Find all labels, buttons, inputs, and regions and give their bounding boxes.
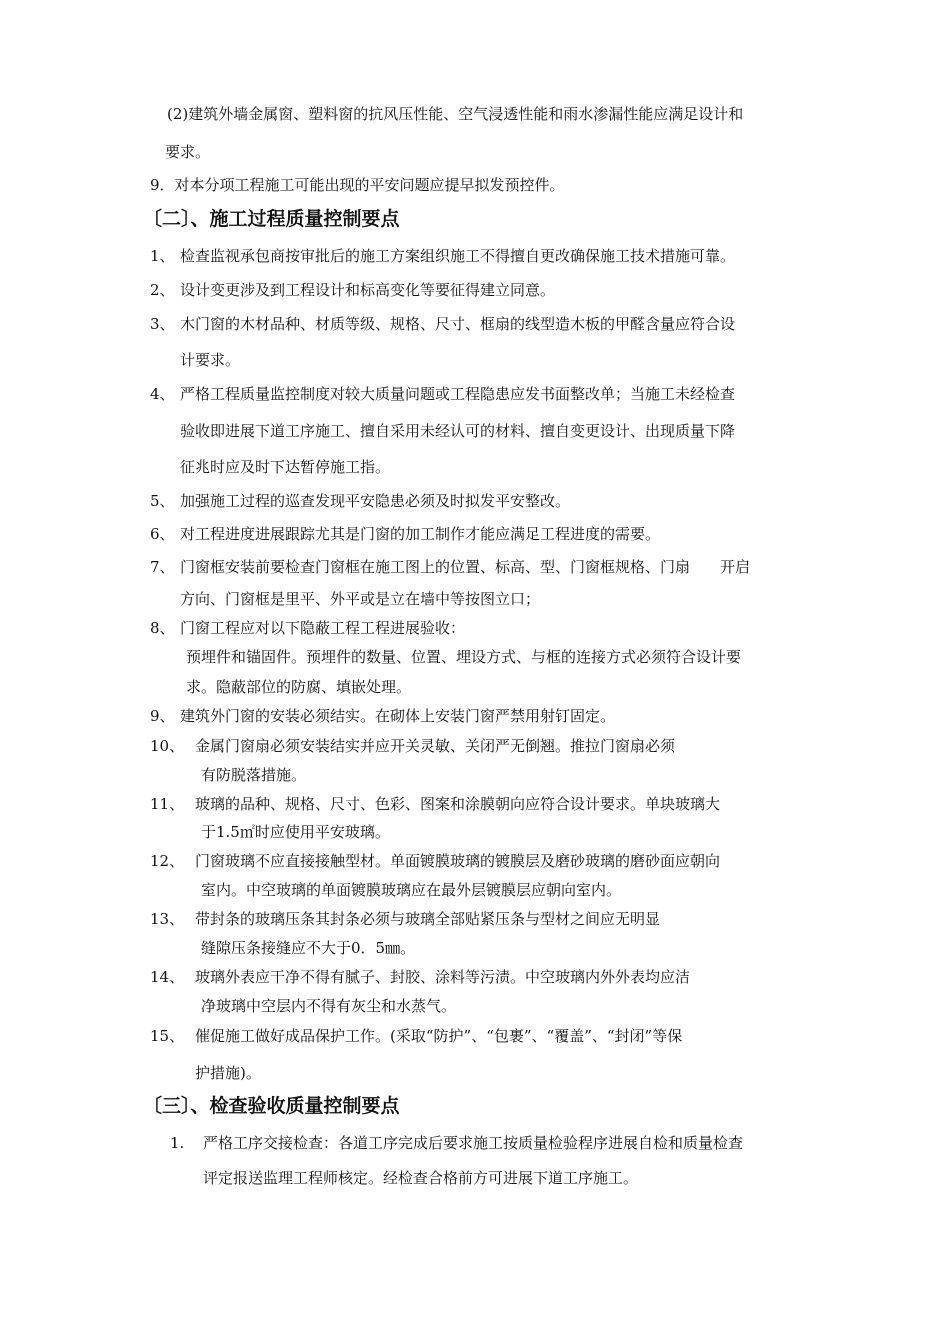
item-line: 严格工序交接检查：各道工序完成后要求施工按质量检验程序进展自检和质量检查 (203, 1134, 744, 1152)
item-line: 评定报送监理工程师核定。经检查合格前方可进展下道工序施工。 (203, 1169, 639, 1187)
item-num: 5、 (150, 492, 175, 510)
item-line: 护措施)。 (195, 1064, 261, 1082)
item-num: 15、 (150, 1027, 185, 1045)
item-line: 缝隙压条接缝应不大于0．5㎜。 (201, 939, 416, 957)
item-line: 加强施工过程的巡查发现平安隐患必须及时拟发平安整改。 (180, 492, 571, 510)
item-line: 预埋件和锚固件。预埋件的数量、位置、埋设方式、与框的连接方式必须符合设计要 (186, 648, 742, 666)
item-line: 室内。中空玻璃的单面镀膜玻璃应在最外层镀膜层应朝向室内。 (201, 881, 622, 899)
item-num: 12、 (150, 852, 185, 870)
item-num: 4、 (150, 385, 175, 403)
item-num: 11、 (150, 795, 185, 813)
item-line: 门窗工程应对以下隐蔽工程工程进展验收： (180, 619, 466, 637)
item-num: 7、 (150, 558, 175, 576)
item-line: 计要求。 (180, 351, 241, 369)
item-line: 净玻璃中空层内不得有灰尘和水蒸气。 (201, 997, 457, 1015)
item-num: 3、 (150, 315, 175, 333)
section-heading-3: 〔三〕、检查验收质量控制要点 (143, 1095, 400, 1117)
item-line: 方向、门窗框是里平、外平或是立在墙中等按图立口； (180, 590, 541, 608)
item-line: 催促施工做好成品保护工作。(采取“防护”、“包裹”、“覆盖”、“封闭”等保 (195, 1027, 683, 1045)
item-line: 求。隐蔽部位的防腐、填嵌处理。 (186, 678, 412, 696)
item-line: 征兆时应及时下达暂停施工指。 (180, 458, 391, 476)
item-9-top: 9．对本分项工程施工可能出现的平安问题应提早拟发预控件。 (150, 176, 565, 194)
item-line: 门窗框安装前要检查门窗框在施工图上的位置、标高、型、门窗框规格、门扇 开启 (180, 558, 751, 576)
item-line: 有防脱落措施。 (201, 766, 307, 784)
item-line: 设计变更涉及到工程设计和标高变化等要征得建立同意。 (180, 281, 556, 299)
item-line: 金属门窗扇必须安装结实并应开关灵敏、关闭严无倒翘。推拉门窗扇必须 (195, 737, 676, 755)
item-num: 6、 (150, 525, 175, 543)
section-heading-2: 〔二〕、施工过程质量控制要点 (143, 208, 400, 230)
item-line: 建筑外门窗的安装必须结实。在砌体上安装门窗严禁用射钉固定。 (180, 707, 616, 725)
clause-2-line-1: (2)建筑外墙金属窗、塑料窗的抗风压性能、空气浸透性能和雨水渗漏性能应满足设计和 (167, 105, 744, 123)
item-line: 玻璃外表应干净不得有腻子、封胶、涂料等污渍。中空玻璃内外外表均应洁 (195, 968, 691, 986)
item-line: 玻璃的品种、规格、尺寸、色彩、图案和涂膜朝向应符合设计要求。单块玻璃大 (195, 795, 721, 813)
item-num: 13、 (150, 910, 185, 928)
item-num: 1. (170, 1134, 185, 1152)
item-num: 2、 (150, 281, 175, 299)
item-num: 10、 (150, 737, 185, 755)
item-line: 严格工程质量监控制度对较大质量问题或工程隐患应发书面整改单；当施工未经检查 (180, 385, 736, 403)
item-line: 于1.5㎡时应使用平安玻璃。 (201, 823, 390, 841)
clause-2-line-2: 要求。 (165, 143, 211, 161)
item-num: 14、 (150, 968, 185, 986)
item-num: 1、 (150, 247, 175, 265)
item-line: 验收即进展下道工序施工、擅自采用未经认可的材料、擅自变更设计、出现质量下降 (180, 422, 736, 440)
item-line: 门窗玻璃不应直接接触型材。单面镀膜玻璃的镀膜层及磨砂玻璃的磨砂面应朝向 (195, 852, 721, 870)
item-line: 对工程进度进展跟踪尤其是门窗的加工制作才能应满足工程进度的需要。 (180, 525, 661, 543)
item-num: 8、 (150, 619, 175, 637)
item-line: 检查监视承包商按审批后的施工方案组织施工不得擅自更改确保施工技术措施可靠。 (180, 247, 736, 265)
item-line: 带封条的玻璃压条其封条必须与玻璃全部贴紧压条与型材之间应无明显 (195, 910, 661, 928)
item-num: 9、 (150, 707, 175, 725)
item-line: 木门窗的木材品种、材质等级、规格、尺寸、框扇的线型造木板的甲醛含量应符合设 (180, 315, 736, 333)
